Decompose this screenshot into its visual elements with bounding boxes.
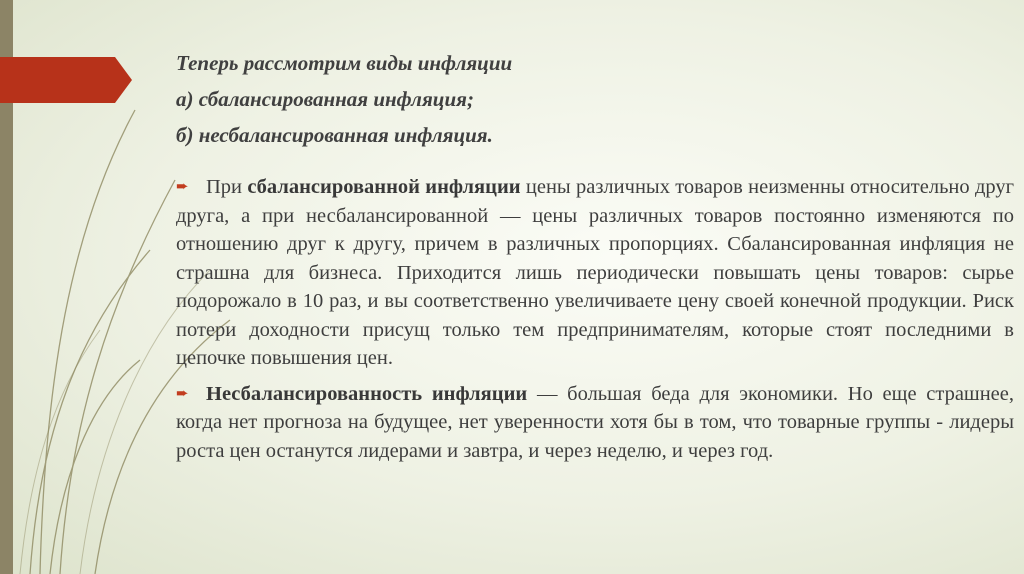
paragraph1-bold: сбалансированной инфляции — [247, 176, 521, 198]
paragraph1-text: цены различных товаров неизменны относительно друг друга, а при несбалансированной — цены различных товаров постоянно изменяются по отношению друг к другу, причем в различных пропорциях. Сбалансированная инфляция не страшна для бизнеса. Приходится лишь периодически повышать цены товаров: сырье подорожало в 10 раз, и вы соответственно увеличиваете цену своей конечной продукции. Риск потери доходности присущ только тем предпринимателям, которые стоят последними в цепочке повышения цен. — [176, 176, 1015, 369]
heading-line-1: Теперь рассмотрим виды инфляции — [176, 51, 513, 75]
heading-line-3: б) несбалансированная инфляция. — [176, 123, 493, 147]
slide-content — [176, 48, 1014, 465]
paragraph2-text: — большая беда для экономики. Но еще страшнее, когда нет прогноза на будущее, нет уверенности хотя бы в том, что товарные группы - лидеры роста цен останутся лидерами и завтра, и через неделю, и через год. — [176, 382, 1015, 462]
paragraph-balanced — [176, 173, 1014, 373]
paragraph-unbalanced — [176, 380, 1014, 466]
heading-line-2: а) сбалансированная инфляция; — [176, 87, 474, 111]
left-accent-bar — [0, 0, 13, 574]
paragraph2-bold: Несбалансированность инфляции — [206, 382, 528, 405]
arrow-bullet-icon: ➨ — [176, 179, 189, 195]
paragraph1-lead: При — [206, 176, 243, 198]
arrow-bullet-icon: ➨ — [176, 385, 189, 402]
red-arrow-ribbon — [0, 57, 132, 103]
